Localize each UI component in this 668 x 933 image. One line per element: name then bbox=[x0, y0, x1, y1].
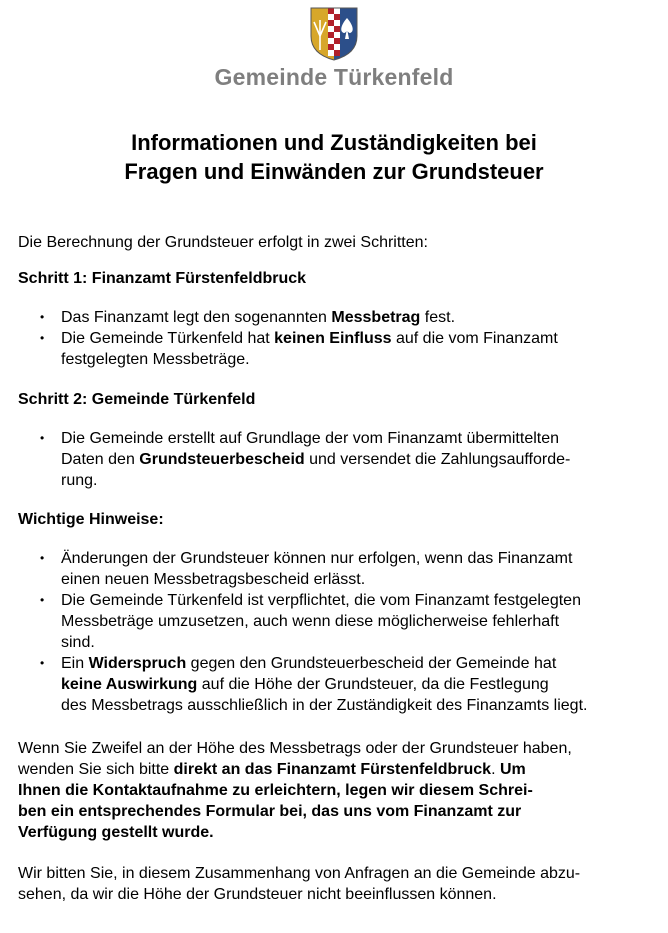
list-item: • Änderungen der Grundsteuer können nur erfolgen, wenn das Finanzamt einen neuen Messbetragsbescheid erlässt. bbox=[18, 548, 648, 590]
document-title bbox=[0, 128, 668, 186]
list-item: • Die Gemeinde Türkenfeld ist verpflichtet, die vom Finanzamt festgelegten Messbeträge umzusetzen, auch wenn diese möglicherweise fehlerhaft sind. bbox=[18, 590, 648, 653]
step1-list bbox=[18, 307, 648, 370]
list-item: • Das Finanzamt legt den sogenannten Messbetrag fest. bbox=[18, 307, 648, 328]
notes-list bbox=[18, 548, 648, 716]
municipality-name: Gemeinde Türkenfeld bbox=[214, 64, 454, 90]
intro-text: Die Berechnung der Grundsteuer erfolgt in zwei Schritten: bbox=[18, 234, 428, 251]
crest-logo bbox=[0, 6, 668, 67]
coat-of-arms-icon bbox=[309, 6, 359, 62]
step2-heading: Schritt 2: Gemeinde Türkenfeld bbox=[18, 391, 256, 408]
notes-heading: Wichtige Hinweise: bbox=[18, 511, 164, 528]
contact-paragraph: Wenn Sie Zweifel an der Höhe des Messbetrags oder der Grundsteuer haben, wenden Sie sich bitte direkt an das Finanzamt Fürstenfeldbruck. Um Ihnen die Kontaktaufnahme zu erleichtern, legen wir diesem Schrei- ben ein entsprechendes Formular bei, das uns vom Finanzamt zur Verfügung gestellt wurde. bbox=[18, 740, 572, 841]
title-line-1: Informationen und Zuständigkeiten bei bbox=[131, 130, 537, 155]
title-line-2: Fragen und Einwänden zur Grundsteuer bbox=[124, 159, 544, 184]
list-item: • Die Gemeinde erstellt auf Grundlage der vom Finanzamt übermittelten Daten den Grundsteuerbescheid und versendet die Zahlungsaufforde- rung. bbox=[18, 428, 648, 491]
list-item: • Ein Widerspruch gegen den Grundsteuerbescheid der Gemeinde hat keine Auswirkung auf die Höhe der Grundsteuer, da die Festlegung des Messbetrags ausschließlich in der Zuständigkeit des Finanzamts liegt. bbox=[18, 653, 648, 716]
closing-paragraph: Wir bitten Sie, in diesem Zusammenhang von Anfragen an die Gemeinde abzu- sehen, da wir die Höhe der Grundsteuer nicht beeinflussen können. bbox=[18, 865, 581, 903]
step1-heading: Schritt 1: Finanzamt Fürstenfeldbruck bbox=[18, 270, 307, 287]
list-item: • Die Gemeinde Türkenfeld hat keinen Einfluss auf die vom Finanzamt festgelegten Messbeträge. bbox=[18, 328, 648, 370]
step2-list bbox=[18, 428, 648, 491]
